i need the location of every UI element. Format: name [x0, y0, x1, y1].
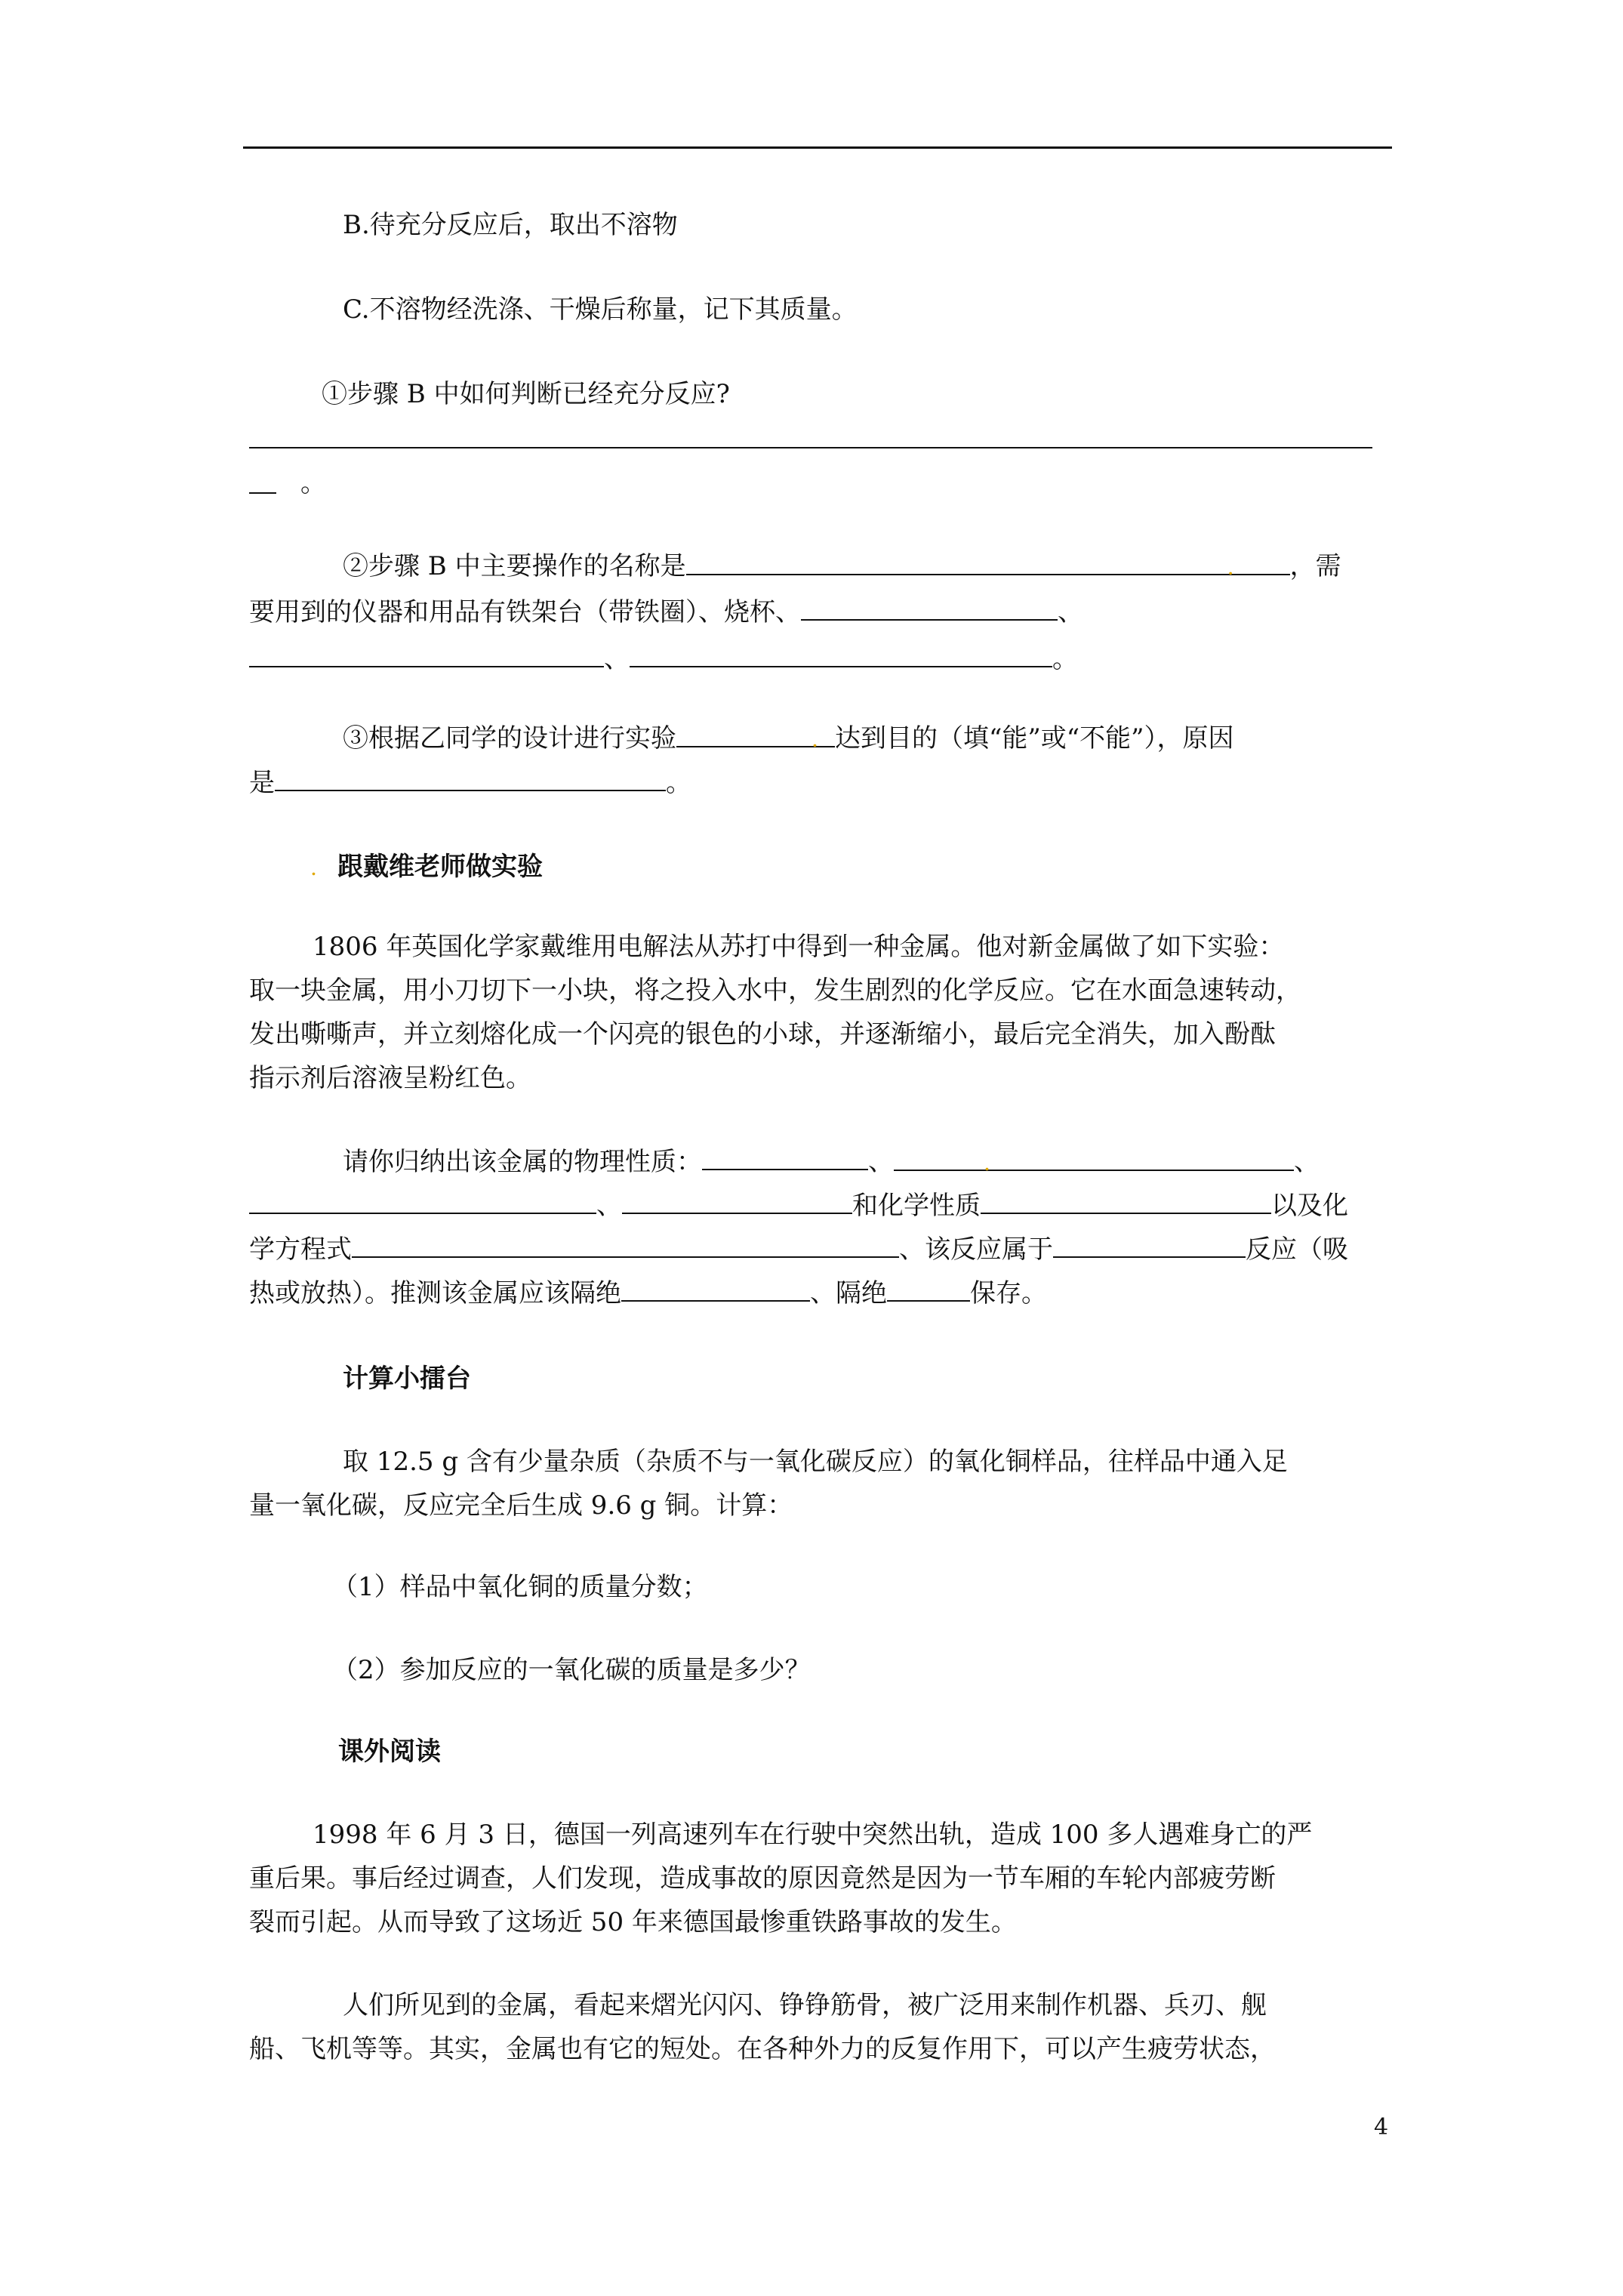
step-b: B.待充分反应后，取出不溶物 [343, 210, 678, 240]
davy-paragraph-line-2: 取一块金属，用小刀切下一小块，将之投入水中，发生剧烈的化学反应。它在水面急速转动， [249, 975, 1301, 1006]
q2-text-e: 、 [604, 644, 630, 674]
davy-q-text-e: 和化学性质 [852, 1191, 981, 1221]
davy-blank-2[interactable]: . [894, 1147, 1294, 1171]
davy-blank-8[interactable] [621, 1277, 810, 1302]
davy-q-text-i: 反应（吸 [1246, 1234, 1348, 1265]
q3-text-d: 。 [666, 768, 691, 798]
q2-blank-3[interactable] [249, 643, 604, 667]
davy-paragraph-line-4: 指示剂后溶液呈粉红色。 [249, 1063, 531, 1093]
davy-q-text-f: 以及化 [1271, 1191, 1348, 1221]
davy-q-text-h: 、该反应属于 [899, 1234, 1053, 1265]
davy-question-line-1 [249, 1146, 1483, 1177]
davy-q-text-l: 保存。 [970, 1278, 1047, 1308]
q2-text-f: 。 [1052, 644, 1078, 674]
davy-blank-1[interactable] [702, 1146, 868, 1170]
davy-paragraph-line-3: 发出嘶嘶声，并立刻熔化成一个闪亮的银色的小球，并逐渐缩小，最后完全消失，加入酚酞 [249, 1019, 1276, 1049]
davy-q-text-d: 、 [596, 1191, 622, 1221]
davy-blank-7[interactable] [1053, 1234, 1246, 1258]
davy-q-text-g: 学方程式 [249, 1234, 352, 1265]
calc-paragraph-line-2: 量一氧化碳，反应完全后生成 9.6 g 铜。计算： [249, 1490, 793, 1521]
davy-q-text-a: 请你归纳出该金属的物理性质： [343, 1147, 702, 1177]
davy-question-line-3 [249, 1234, 1389, 1265]
davy-blank-3[interactable] [249, 1190, 596, 1214]
calc-question-1: （1）样品中氧化铜的质量分数； [332, 1572, 708, 1602]
question-3-line-1 [249, 723, 1483, 754]
header-rule [243, 146, 1392, 149]
reading-paragraph-1-line-3: 裂而引起。从而导致了这场近 50 年来德国最惨重铁路事故的发生。 [249, 1907, 1017, 1937]
page-number: 4 [1374, 2114, 1389, 2140]
question-1: ①步骤 B 中如何判断已经充分反应? [322, 379, 730, 409]
reading-paragraph-2-line-1: 人们所见到的金属，看起来熠光闪闪、铮铮筋骨，被广泛用来制作机器、兵刃、舰 [343, 1990, 1267, 2020]
q3-text-b: 达到目的（填“能”或“不能”），原因 [835, 723, 1234, 754]
q3-text-c: 是 [249, 768, 275, 798]
q1-end-mark: 。 [300, 468, 326, 498]
davy-q-text-b: 、 [868, 1147, 894, 1177]
davy-blank-4[interactable] [622, 1190, 852, 1214]
section-calc-title: 计算小擂台 [343, 1364, 471, 1394]
calc-question-2: （2）参加反应的一氧化碳的质量是多少？ [332, 1655, 811, 1685]
q2-blank-2[interactable] [801, 596, 1058, 621]
davy-blank-5[interactable] [981, 1190, 1271, 1214]
davy-blank-6[interactable] [352, 1234, 899, 1258]
q2-text-b: ，需 [1289, 551, 1341, 581]
davy-q-text-j: 热或放热）。推测该金属应该隔绝 [249, 1278, 621, 1308]
q3-blank-2[interactable] [275, 767, 666, 791]
question-2-line-2 [249, 596, 1389, 627]
reading-paragraph-1-line-2: 重后果。事后经过调查，人们发现，造成事故的原因竟然是因为一节车厢的车轮内部疲劳断 [249, 1863, 1276, 1894]
section-davy-title: . 跟戴维老师做实验 [311, 852, 543, 882]
calc-paragraph-line-1: 取 12.5 g 含有少量杂质（杂质不与一氧化碳反应）的氧化铜样品，往样品中通入足 [343, 1447, 1288, 1477]
davy-q-text-c: 、 [1294, 1147, 1320, 1177]
question-2-line-3 [249, 643, 1389, 674]
q2-text-a: ②步骤 B 中主要操作的名称是 [343, 551, 686, 581]
davy-question-line-2 [249, 1190, 1389, 1221]
davy-paragraph-line-1: 1806 年英国化学家戴维用电解法从苏打中得到一种金属。他对新金属做了如下实验： [313, 932, 1285, 962]
q2-blank-1[interactable]: . [686, 551, 1290, 575]
question-2-line-1 [249, 551, 1483, 581]
answer-line-q1 [249, 447, 1372, 448]
q2-blank-4[interactable] [630, 643, 1052, 667]
reading-paragraph-1-line-1: 1998 年 6 月 3 日，德国一列高速列车在行驶中突然出轨，造成 100 多人遇难身亡的严 [313, 1820, 1313, 1850]
q2-text-c: 要用到的仪器和用品有铁架台（带铁圈）、烧杯、 [249, 597, 801, 627]
q2-text-d: 、 [1058, 597, 1083, 627]
davy-q-text-k: 、隔绝 [810, 1278, 887, 1308]
davy-blank-9[interactable] [887, 1277, 970, 1302]
section-reading-title: 课外阅读 [338, 1737, 441, 1767]
reading-paragraph-2-line-2: 船、飞机等等。其实，金属也有它的短处。在各种外力的反复作用下，可以产生疲劳状态， [249, 2034, 1276, 2064]
q3-text-a: ③根据乙同学的设计进行实验 [343, 723, 676, 754]
davy-question-line-4 [249, 1277, 1389, 1308]
q3-blank-1[interactable]: . [676, 723, 835, 747]
answer-line-q1-tail [249, 492, 276, 494]
question-3-line-2 [249, 767, 1389, 798]
step-c: C.不溶物经洗涤、干燥后称量，记下其质量。 [343, 294, 858, 325]
